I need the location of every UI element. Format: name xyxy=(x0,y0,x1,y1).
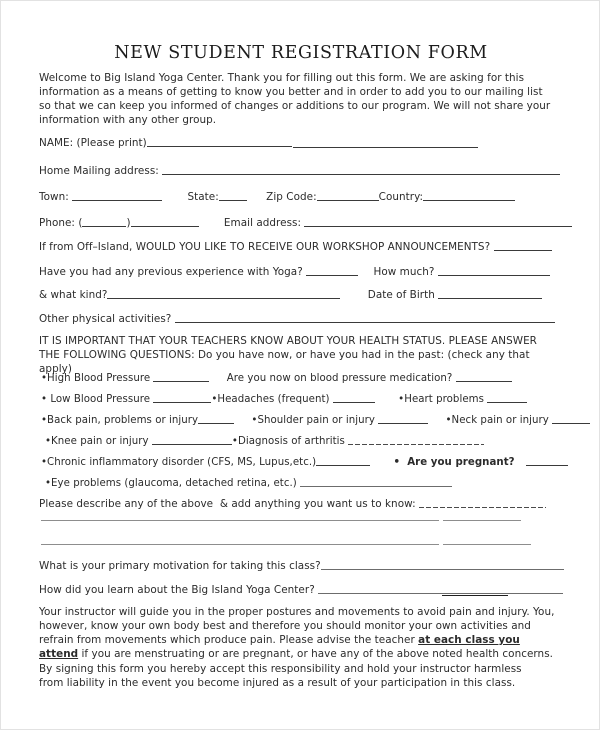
describe-continuation-line-2a[interactable] xyxy=(41,544,439,545)
learn-input-line[interactable] xyxy=(318,584,563,594)
howmuch-label: How much? xyxy=(373,266,435,278)
address-label: Home Mailing address: xyxy=(39,165,159,177)
address-input-line[interactable] xyxy=(162,165,560,175)
zip-label: Zip Code: xyxy=(266,191,317,203)
describe-continuation-line-1b[interactable] xyxy=(443,520,521,521)
motivation-label: What is your primary motivation for taking this class? xyxy=(39,560,321,572)
phone-label: Phone: ( xyxy=(39,217,83,229)
motivation-input-line[interactable] xyxy=(321,560,564,570)
dob-input-line[interactable] xyxy=(438,289,542,299)
closing-text-part-1: Your instructor will guide you in the proper postures and movements to avoid pain and injury. You, however, know your own body best and therefore you should monitor your own activities and refrain from movements which produce pain. Please advise the teacher xyxy=(39,606,555,647)
back-pain-check-line[interactable] xyxy=(198,414,234,424)
health-statement: IT IS IMPORTANT THAT YOUR TEACHERS KNOW ABOUT YOUR HEALTH STATUS. PLEASE ANSWER THE FOLLOWING QUESTIONS: Do you have now, or have you had in the past: (check any that apply) xyxy=(39,335,537,376)
country-label: Country: xyxy=(378,191,424,203)
field-row-experience xyxy=(39,266,550,279)
eye-problems-check-line[interactable] xyxy=(300,477,452,487)
field-row-name xyxy=(39,137,478,150)
shoulder-pain-check-line[interactable] xyxy=(378,414,428,424)
offisland-label: If from Off–Island, WOULD YOU LIKE TO RECEIVE OUR WORKSHOP ANNOUNCEMENTS? xyxy=(39,241,491,253)
eye-problems-label: •Eye problems (glaucoma, detached retina, etc.) xyxy=(45,478,297,489)
phone-number-line[interactable] xyxy=(131,217,199,227)
closing-paragraph-1 xyxy=(39,605,561,661)
pregnant-check-line[interactable] xyxy=(526,456,568,466)
offisland-input-line[interactable] xyxy=(494,241,552,251)
state-label: State: xyxy=(187,191,219,203)
field-row-phone-email xyxy=(39,217,572,230)
experience-input-line[interactable] xyxy=(306,266,358,276)
zip-input-line[interactable] xyxy=(317,191,379,201)
field-row-town-state-zip-country xyxy=(39,191,515,204)
describe-input-line[interactable] xyxy=(419,499,546,508)
field-row-other-activities xyxy=(39,313,555,326)
describe-continuation-line-2b[interactable] xyxy=(443,544,531,545)
bp-medication-label: Are you now on blood pressure medication? xyxy=(226,373,453,384)
bp-medication-check-line[interactable] xyxy=(456,372,512,382)
intro-paragraph: Welcome to Big Island Yoga Center. Thank you for filling out this form. We are asking for this information as a means of getting to know you better and in order to add you to our mailing list so that we can keep you informed of changes or additions to our program. We will not share your information with any other group. xyxy=(39,72,551,127)
whatkind-label: & what kind? xyxy=(39,289,108,301)
health-row-low-bp-headaches-heart xyxy=(41,393,527,406)
field-row-offisland xyxy=(39,241,552,254)
email-input-line[interactable] xyxy=(304,217,572,227)
field-row-motivation xyxy=(39,560,564,573)
describe-continuation-line-1a[interactable] xyxy=(41,520,439,521)
field-row-describe xyxy=(39,498,546,511)
high-blood-pressure-label: •High Blood Pressure xyxy=(41,373,151,384)
town-label: Town: xyxy=(39,191,69,203)
heart-problems-check-line[interactable] xyxy=(487,393,527,403)
town-input-line[interactable] xyxy=(72,191,162,201)
howmuch-input-line[interactable] xyxy=(438,266,550,276)
experience-label: Have you had any previous experience with Yoga? xyxy=(39,266,303,278)
closing-text-emphasis: at each class you attend xyxy=(39,634,520,661)
closing-text-part-2: if you are menstruating or are pregnant, or have any of the above noted health concerns. xyxy=(78,648,554,661)
headaches-label: •Headaches (frequent) xyxy=(211,394,330,405)
phone-paren-close: ) xyxy=(126,217,131,229)
health-row-blood-pressure xyxy=(41,372,512,385)
health-row-knee-arthritis xyxy=(45,435,484,448)
learn-label: How did you learn about the Big Island Yoga Center? xyxy=(39,584,315,596)
back-pain-label: •Back pain, problems or injury xyxy=(41,415,199,426)
state-input-line[interactable] xyxy=(219,191,247,201)
phone-area-code-line[interactable] xyxy=(82,217,126,227)
shoulder-pain-label: •Shoulder pain or injury xyxy=(251,415,375,426)
chronic-disorder-check-line[interactable] xyxy=(316,456,370,466)
health-row-back-shoulder-neck xyxy=(41,414,590,427)
neck-pain-label: •Neck pain or injury xyxy=(445,415,549,426)
name-input-line-1[interactable] xyxy=(147,137,292,147)
neck-pain-check-line[interactable] xyxy=(552,414,590,424)
other-activities-input-line[interactable] xyxy=(175,313,555,323)
describe-label: Please describe any of the above & add anything you want us to know: xyxy=(39,498,416,510)
dob-label: Date of Birth xyxy=(367,289,435,301)
knee-pain-check-line[interactable] xyxy=(152,435,232,445)
learn-input-line-emphasis[interactable] xyxy=(442,595,508,596)
field-row-whatkind-dob xyxy=(39,289,542,302)
low-blood-pressure-label: • Low Blood Pressure xyxy=(41,394,151,405)
health-row-chronic-pregnant xyxy=(41,456,568,469)
arthritis-check-line[interactable] xyxy=(348,436,484,445)
knee-pain-label: •Knee pain or injury xyxy=(45,436,149,447)
closing-paragraph-2: By signing this form you hereby accept this responsibility and hold your instructor harmless from liability in the event you become injured as a result of your participation in this class. xyxy=(39,663,522,690)
arthritis-label: •Diagnosis of arthritis xyxy=(231,436,345,447)
pregnant-label: • Are you pregnant? xyxy=(393,457,515,468)
other-activities-label: Other physical activities? xyxy=(39,313,172,325)
page-title: NEW STUDENT REGISTRATION FORM xyxy=(114,43,488,63)
email-label: Email address: xyxy=(223,217,302,229)
country-input-line[interactable] xyxy=(423,191,515,201)
high-blood-pressure-check-line[interactable] xyxy=(153,372,209,382)
headaches-check-line[interactable] xyxy=(333,393,375,403)
field-row-address xyxy=(39,165,560,178)
name-label: NAME: (Please print) xyxy=(39,137,147,149)
whatkind-input-line[interactable] xyxy=(107,289,340,299)
health-row-eye-problems xyxy=(45,477,452,490)
low-blood-pressure-check-line[interactable] xyxy=(153,393,211,403)
heart-problems-label: •Heart problems xyxy=(398,394,484,405)
chronic-disorder-label: •Chronic inflammatory disorder (CFS, MS, Lupus,etc.) xyxy=(41,457,317,468)
name-input-line-2[interactable] xyxy=(293,138,478,148)
